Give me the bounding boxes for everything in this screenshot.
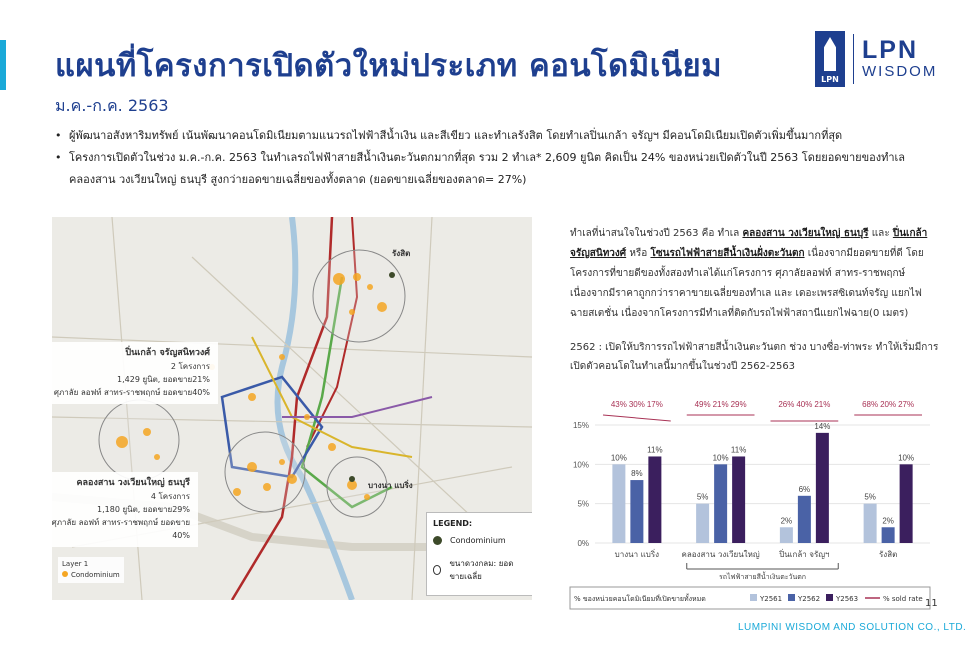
legend-label: % sold rate bbox=[883, 595, 923, 603]
condo-map[interactable] bbox=[52, 217, 532, 600]
y-tick-label: 5% bbox=[577, 499, 589, 509]
legend-swatch bbox=[788, 594, 795, 601]
y-tick-label: 10% bbox=[572, 460, 589, 470]
callout-pinklao bbox=[52, 342, 218, 404]
lpn-tower-icon bbox=[815, 31, 845, 87]
chart-bar bbox=[732, 456, 745, 543]
y-tick-label: 15% bbox=[572, 421, 589, 430]
sold-rate-label: 21% bbox=[814, 400, 831, 409]
chart-bar bbox=[798, 496, 811, 543]
sold-rate-label: 17% bbox=[646, 400, 663, 409]
footer-company: LUMPINI WISDOM AND SOLUTION CO., LTD. bbox=[738, 622, 967, 633]
legend-swatch bbox=[750, 594, 757, 601]
x-tick-label: บางนา แบริ่ง bbox=[614, 550, 660, 559]
callout-line: 4 โครงการ bbox=[150, 492, 190, 501]
sold-rate-label: 27% bbox=[898, 400, 915, 409]
summary-bullets bbox=[55, 125, 935, 191]
bar-value-label: 2% bbox=[780, 516, 793, 526]
legend-item: ขนาดวงกลม: ยอดขายเฉลี่ย bbox=[449, 559, 514, 581]
bar-value-label: 11% bbox=[730, 445, 747, 455]
sold-rate-label: 26% bbox=[778, 400, 795, 409]
layer-title: Layer 1 bbox=[62, 560, 89, 568]
map-label-rangsit: รังสิต bbox=[392, 249, 411, 258]
chart-bar bbox=[630, 480, 643, 543]
callout-line: ศุภาลัย ลอฟท์ สาทร-ราชพฤกษ์ ยอดขาย bbox=[52, 518, 190, 527]
sold-rate-label: 20% bbox=[880, 400, 897, 409]
chart-bar bbox=[696, 504, 709, 543]
x-tick-label: ปิ่นเกล้า จรัญฯ bbox=[779, 550, 830, 559]
map-legend bbox=[426, 512, 532, 596]
callout-klongsan bbox=[52, 472, 198, 547]
callout-heading: ปิ่นเกล้า จรัญสนิทวงศ์ bbox=[125, 348, 210, 358]
chart-bar bbox=[648, 456, 661, 543]
layer-item: Condominium bbox=[71, 571, 120, 579]
logo-line2: WISDOM bbox=[862, 63, 938, 80]
page-number: 11 bbox=[925, 598, 938, 609]
bullet-item: • โครงการเปิดตัวในช่วง ม.ค.-ก.ค. 2563 ในทำเลรถไฟฟ้าสายสีน้ำเงินตะวันตกมากที่สุด รวม 2 ทำเล* 2,609 ยูนิต คิดเป็น 24% ของหน่วยเปิดตัวในปี 2563 โดยยอดขายของทำเล คลองสาน วงเวียนใหญ่ ธนบุรี สูงกว่ายอดขายเฉลี่ยของทั้งตลาด (ยอดขายเฉลี่ยของตลาด= 27%) bbox=[55, 147, 935, 191]
sold-rate-label: 43% bbox=[610, 400, 627, 409]
legend-title: LEGEND: bbox=[433, 519, 473, 528]
callout-line: 40% bbox=[172, 531, 190, 540]
callout-line: 1,429 ยูนิต, ยอดขาย21% bbox=[117, 375, 210, 384]
bar-value-label: 10% bbox=[712, 453, 729, 463]
chart-bar bbox=[714, 464, 727, 543]
analysis-highlight: โซนรถไฟฟ้าสายสีน้ำเงินฝั่งตะวันตก bbox=[650, 248, 805, 259]
x-tick-label: รังสิต bbox=[878, 550, 898, 559]
bar-value-label: 11% bbox=[647, 445, 663, 455]
legend-label: Y2563 bbox=[836, 595, 859, 603]
chart-bar bbox=[900, 464, 913, 543]
legend-swatch bbox=[826, 594, 833, 601]
analysis-paragraph bbox=[570, 224, 940, 324]
analysis-text: หรือ bbox=[626, 248, 651, 259]
bar-value-label: 5% bbox=[864, 492, 876, 502]
page-subtitle: ม.ค.-ก.ค. 2563 bbox=[55, 96, 169, 115]
analysis-highlight: คลองสาน วงเวียนใหญ่ ธนบุรี bbox=[742, 228, 869, 239]
sold-rate-label: 30% bbox=[628, 400, 645, 409]
sold-rate-label: 49% bbox=[694, 400, 711, 409]
bar-value-label: 14% bbox=[814, 421, 831, 431]
logo-line1: LPN bbox=[862, 36, 918, 64]
analysis-text: และ bbox=[868, 228, 893, 239]
sold-rate-label: 68% bbox=[862, 400, 879, 409]
legend-item: Condominium bbox=[450, 536, 506, 545]
bar-value-label: 6% bbox=[798, 484, 811, 494]
map-label-bangna: บางนา แบริ่ง bbox=[368, 481, 413, 490]
bar-value-label: 5% bbox=[696, 492, 709, 502]
analysis-text: เนื่องจากมียอดขายที่ดี โดยโครงการที่ขายดีของทั้งสองทำเลได้แก่โครงการ ศุภาลัยลอฟท์ สาทร-ราชพฤกษ์ เนื่องจากมีราคาถูกกว่าราคาขายเฉลี่ยของทำเล และ เดอะเพรสซิเดนท์จรัญ แยกไฟฉายสเตชั่น เนื่องจากโครงการมีทำเลที่ติดกับรถไฟฟ้าสถานีแยกไฟฉาย(0 เมตร) bbox=[570, 248, 924, 319]
logo-abbr: LPN bbox=[821, 75, 839, 84]
sales-bar-chart bbox=[560, 393, 940, 618]
lpn-wisdom-logo bbox=[815, 30, 945, 88]
circle-size-icon bbox=[433, 565, 441, 575]
x-tick-label: คลองสาน วงเวียนใหญ่ bbox=[681, 550, 760, 559]
chart-bar bbox=[780, 527, 793, 543]
sold-rate-line bbox=[603, 415, 671, 421]
analysis-text: ทำเลที่น่าสนใจในช่วงปี 2563 คือ ทำเล bbox=[570, 228, 743, 239]
chart-bar bbox=[882, 527, 895, 543]
sold-rate-label: 29% bbox=[730, 400, 747, 409]
legend-label: Y2562 bbox=[798, 595, 821, 603]
sold-rate-label: 21% bbox=[712, 400, 729, 409]
y-tick-label: 0% bbox=[577, 539, 589, 548]
analysis-highlight: ปิ่นเกล้า จรัญสนิทวงศ์ bbox=[570, 228, 928, 259]
callout-heading: คลองสาน วงเวียนใหญ่ ธนบุรี bbox=[76, 478, 190, 488]
group-label: รถไฟฟ้าสายสีน้ำเงินตะวันตก bbox=[718, 573, 807, 581]
callout-line: 2 โครงการ bbox=[170, 362, 210, 371]
accent-bar bbox=[0, 40, 6, 90]
chart-bar bbox=[864, 504, 877, 543]
analysis-note: 2562 : เปิดให้บริการรถไฟฟ้าสายสีน้ำเงินตะวันตก ช่วง บางซื่อ-ท่าพระ ทำให้เริ่มมีการเปิดตัวคอนโดในทำเลนี้มากขึ้นในช่วงปี 2562-2563 bbox=[570, 342, 939, 372]
bullet-item: • ผู้พัฒนาอสังหาริมทรัพย์ เน้นพัฒนาคอนโดมิเนียมตามแนวรถไฟฟ้าสีน้ำเงิน และสีเขียว และทำเลรังสิต โดยทำเลปิ่นเกล้า จรัญฯ มีคอนโดมิเนียมเปิดตัวเพิ่มขึ้นมากที่สุด bbox=[55, 125, 935, 147]
bar-value-label: 2% bbox=[882, 516, 894, 526]
callout-line: ศุภาลัย ลอฟท์ สาทร-ราชพฤกษ์ ยอดขาย40% bbox=[53, 388, 210, 397]
condo-marker-icon bbox=[62, 571, 68, 577]
callout-line: 1,180 ยูนิต, ยอดขาย29% bbox=[97, 505, 190, 514]
chart-bar bbox=[612, 464, 625, 543]
chart-ylabel: % ของหน่วยคอนโดมิเนียมที่เปิดขายทั้งหมด bbox=[574, 595, 706, 603]
bar-value-label: 8% bbox=[631, 469, 643, 479]
page-title: แผนที่โครงการเปิดตัวใหม่ประเภท คอนโดมิเนียม bbox=[55, 48, 723, 84]
layer-panel[interactable] bbox=[58, 557, 124, 583]
legend-label: Y2561 bbox=[760, 595, 783, 603]
bar-value-label: 10% bbox=[898, 453, 915, 463]
bar-value-label: 10% bbox=[610, 453, 627, 463]
condo-dot-icon bbox=[433, 536, 442, 545]
chart-bar bbox=[816, 433, 829, 543]
sold-rate-label: 40% bbox=[796, 400, 813, 409]
